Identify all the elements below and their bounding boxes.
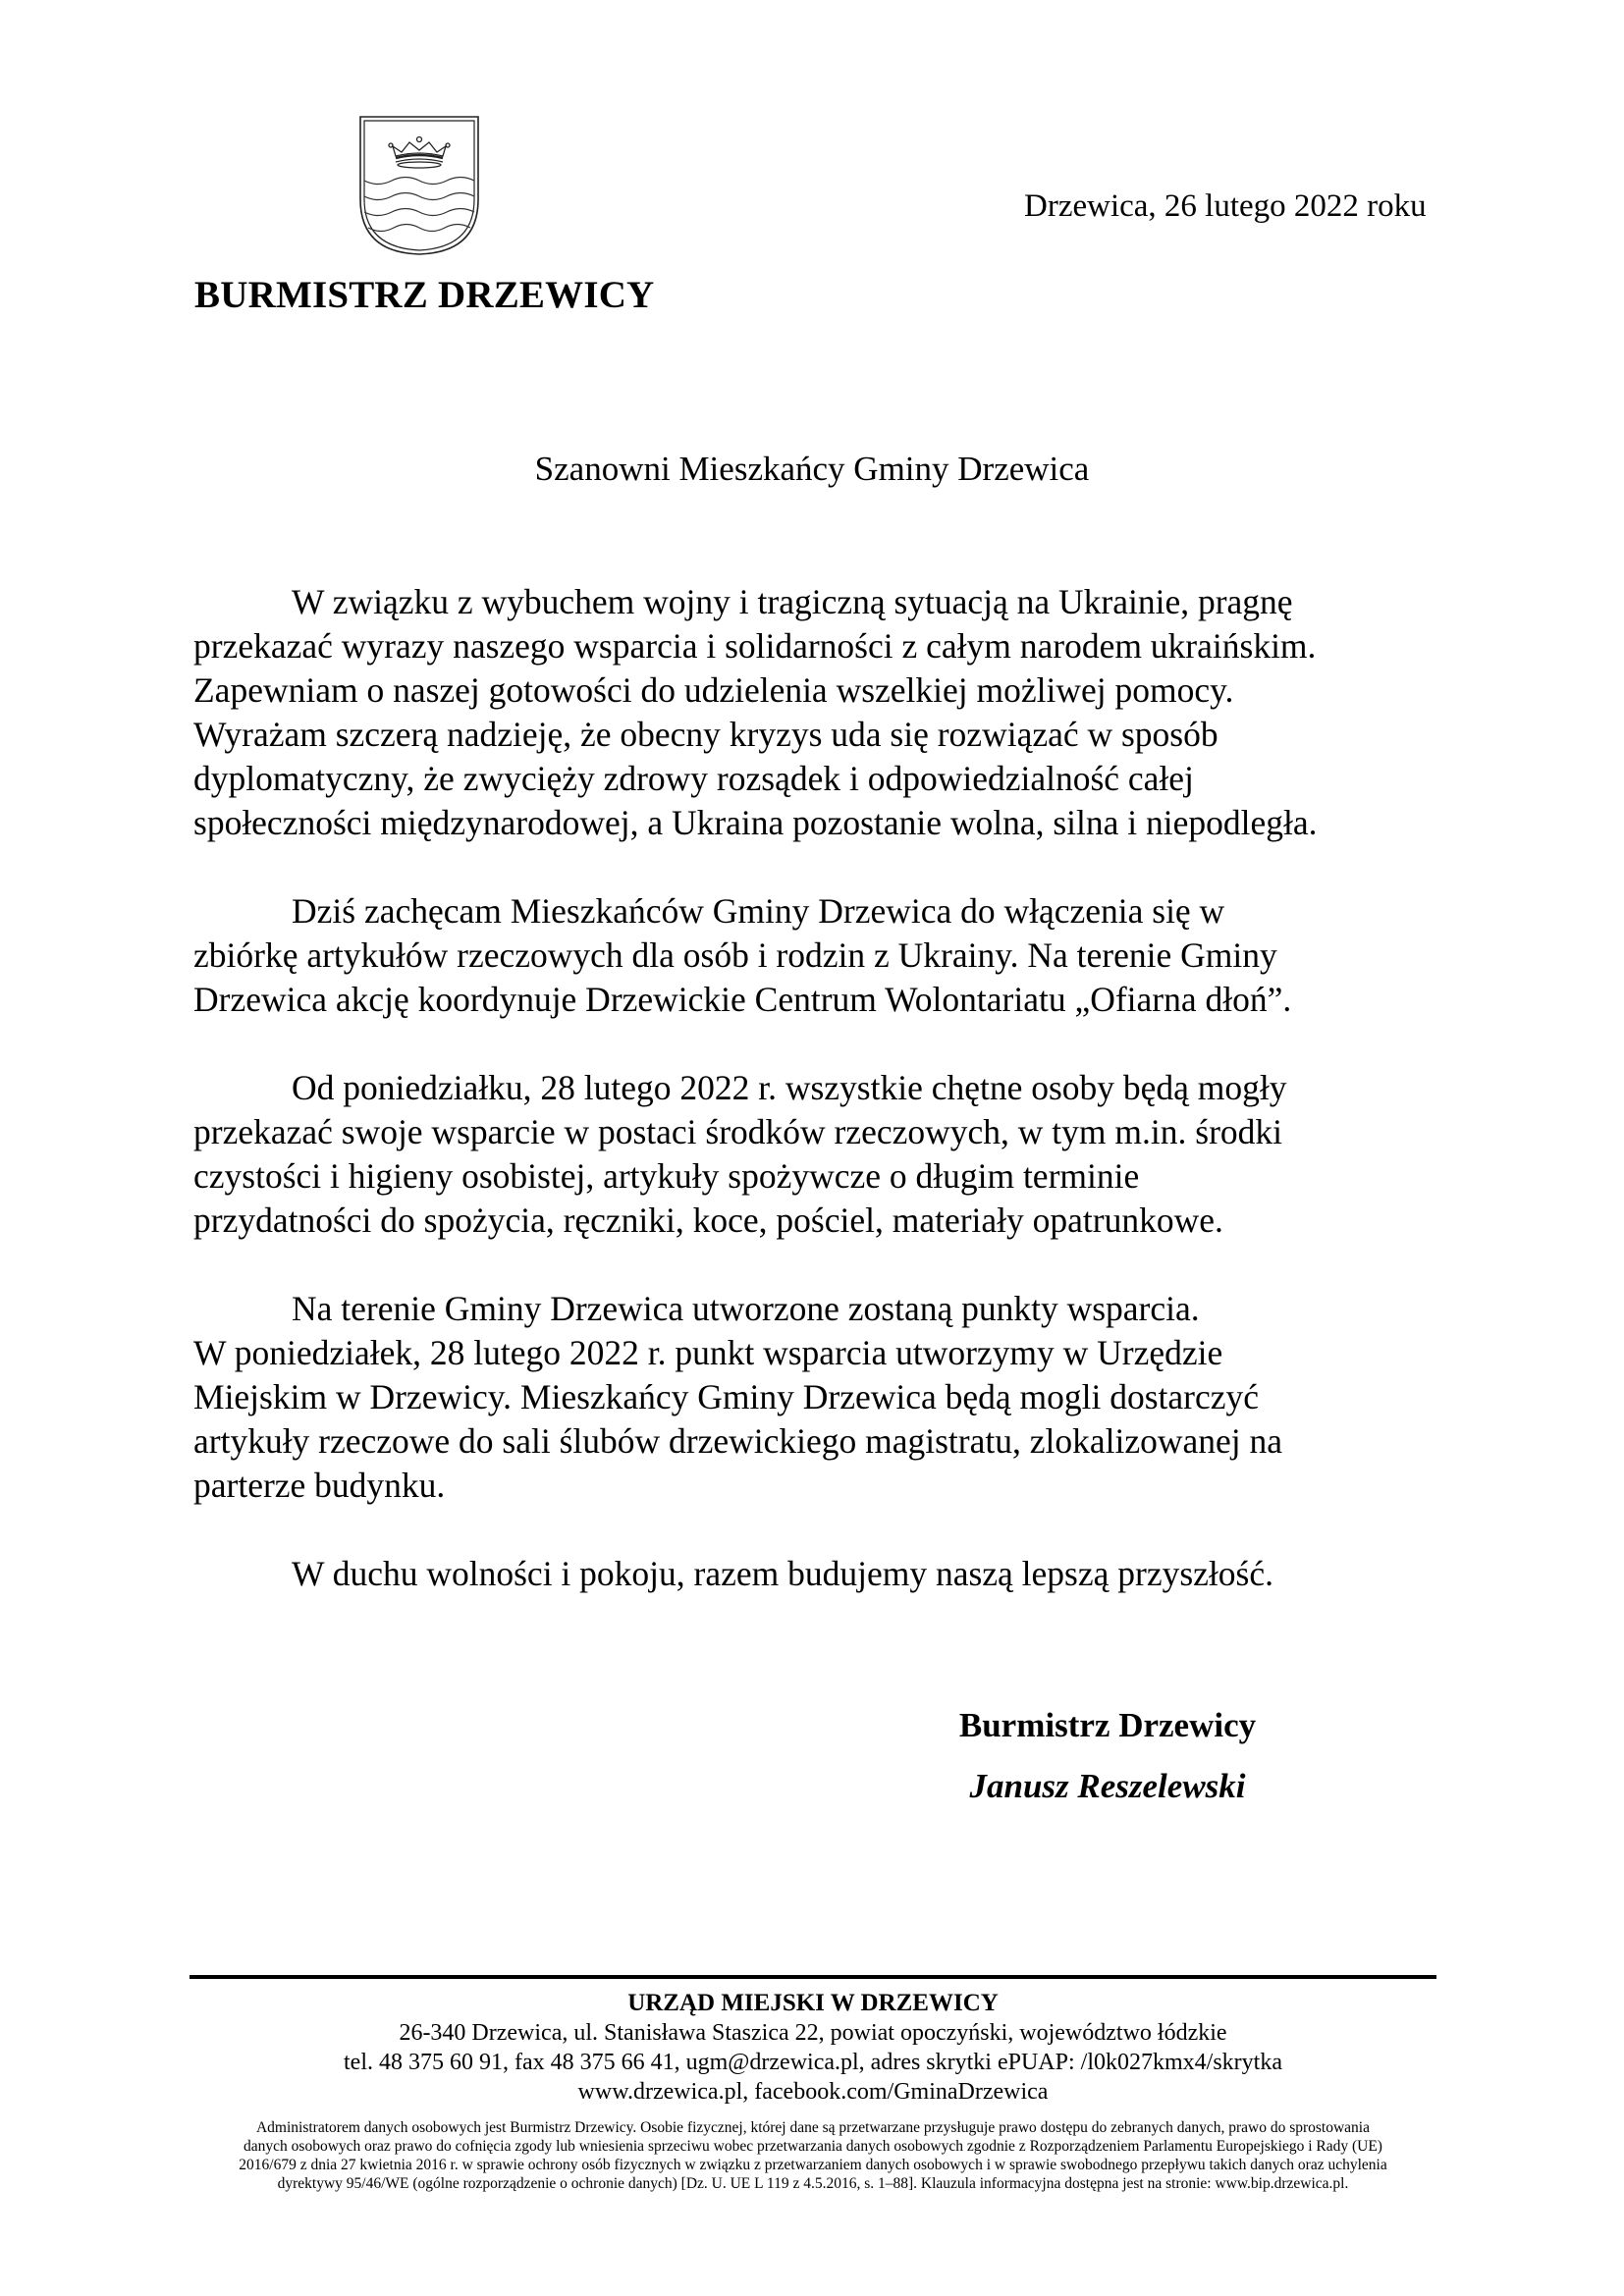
paragraph-line: dyplomatyczny, że zwycięży zdrowy rozsądek i odpowiedzialność całej (193, 759, 1194, 798)
privacy-line: danych osobowych oraz prawo do cofnięcia zgody lub wniesienia sprzeciwu wobec przetwarzania danych osobowych zgodnie z Rozporządzeniem Parlamentu Europejskiego i Rady (UE) (244, 2138, 1382, 2155)
footer-contact: tel. 48 375 60 91, fax 48 375 66 41, ugm@drzewica.pl, adres skrytki ePUAP: /l0k027kmx4/skrytka (344, 2050, 1282, 2075)
letter-body (193, 580, 1445, 1640)
paragraph-line: Zapewniam o naszej gotowości do udzielenia wszelkiej możliwej pomocy. (193, 670, 1234, 710)
paragraph-line: W związku z wybuchem wojny i tragiczną sytuacją na Ukrainie, pragnę (292, 582, 1293, 621)
paragraph-line: przekazać wyrazy naszego wsparcia i solidarności z całym narodem ukraińskim. (193, 626, 1317, 666)
letter-paragraph (193, 1552, 1445, 1596)
letter-paragraph (193, 889, 1445, 1022)
coat-of-arms-icon (358, 115, 480, 256)
paragraph-line: parterze budynku. (193, 1466, 446, 1505)
paragraph-line: Dziś zachęcam Mieszkańców Gminy Drzewica do włączenia się w (292, 891, 1225, 931)
paragraph-line: W duchu wolności i pokoju, razem budujemy naszą lepszą przyszłość. (292, 1554, 1273, 1593)
footer-web: www.drzewica.pl, facebook.com/GminaDrzewica (577, 2079, 1049, 2105)
footer-address: 26-340 Drzewica, ul. Stanisława Staszica 22, powiat opoczyński, województwo łódzkie (399, 2020, 1227, 2046)
letter-paragraph (193, 1287, 1445, 1508)
footer-office-name: URZĄD MIEJSKI W DRZEWICY (627, 1990, 999, 2016)
paragraph-line: zbiórkę artykułów rzeczowych dla osób i rodzin z Ukrainy. Na terenie Gminy (193, 935, 1277, 975)
paragraph-line: Wyrażam szczerą nadzieję, że obecny kryzys uda się rozwiązać w sposób (193, 715, 1218, 754)
paragraph-line: społeczności międzynarodowej, a Ukraina pozostanie wolna, silna i niepodległa. (193, 803, 1318, 842)
privacy-line: Administratorem danych osobowych jest Burmistrz Drzewicy. Osobie fizycznej, której dane są przetwarzane przysługuje prawo dostępu do zebranych danych, prawo do sprostowania (255, 2119, 1370, 2136)
waves-icon (364, 178, 474, 232)
privacy-line: dyrektywy 95/46/WE (ogólne rozporządzenie o ochronie danych) [Dz. U. UE L 119 z 4.5.2016, s. 1–88]. Klauzula informacyjna dostępna jest na stronie: www.bip.drzewica.pl. (277, 2175, 1349, 2192)
letter-paragraph (193, 580, 1445, 845)
org-heading: BURMISTRZ DRZEWICY (194, 274, 655, 316)
signature-block (941, 1703, 1274, 1808)
paragraph-line: Drzewica akcję koordynuje Drzewickie Centrum Wolontariatu „Ofiarna dłoń”. (193, 980, 1292, 1019)
privacy-line: 2016/679 z dnia 27 kwietnia 2016 r. w sprawie ochrony osób fizycznych w związku z przetwarzaniem danych osobowych i w sprawie swobodnego przepływu takich danych oraz uchylenia (239, 2157, 1387, 2173)
paragraph-line: Od poniedziałku, 28 lutego 2022 r. wszystkie chętne osoby będą mogły (292, 1068, 1287, 1107)
paragraph-line: Miejskim w Drzewicy. Mieszkańcy Gminy Drzewica będą mogli dostarczyć (193, 1377, 1260, 1416)
footer-divider (189, 1975, 1436, 1979)
privacy-notice (189, 2118, 1436, 2193)
paragraph-line: artykuły rzeczowe do sali ślubów drzewickiego magistratu, zlokalizowanej na (193, 1421, 1282, 1461)
letter-date: Drzewica, 26 lutego 2022 roku (1024, 188, 1427, 224)
paragraph-line: W poniedziałek, 28 lutego 2022 r. punkt wsparcia utworzymy w Urzędzie (193, 1333, 1223, 1372)
crown-icon (389, 137, 450, 169)
signature-name: Janusz Reszelewski (969, 1767, 1246, 1805)
paragraph-line: przekazać swoje wsparcie w postaci środków rzeczowych, w tym m.in. środki (193, 1112, 1283, 1151)
paragraph-line: Na terenie Gminy Drzewica utworzone zostaną punkty wsparcia. (292, 1289, 1200, 1328)
salutation: Szanowni Mieszkańcy Gminy Drzewica (534, 450, 1090, 488)
paragraph-line: przydatności do spożycia, ręczniki, koce, pościel, materiały opatrunkowe. (193, 1201, 1223, 1240)
footer (189, 1989, 1436, 2193)
signature-title: Burmistrz Drzewicy (958, 1706, 1257, 1744)
letter-paragraph (193, 1066, 1445, 1243)
paragraph-line: czystości i higieny osobistej, artykuły spożywcze o długim terminie (193, 1156, 1140, 1196)
